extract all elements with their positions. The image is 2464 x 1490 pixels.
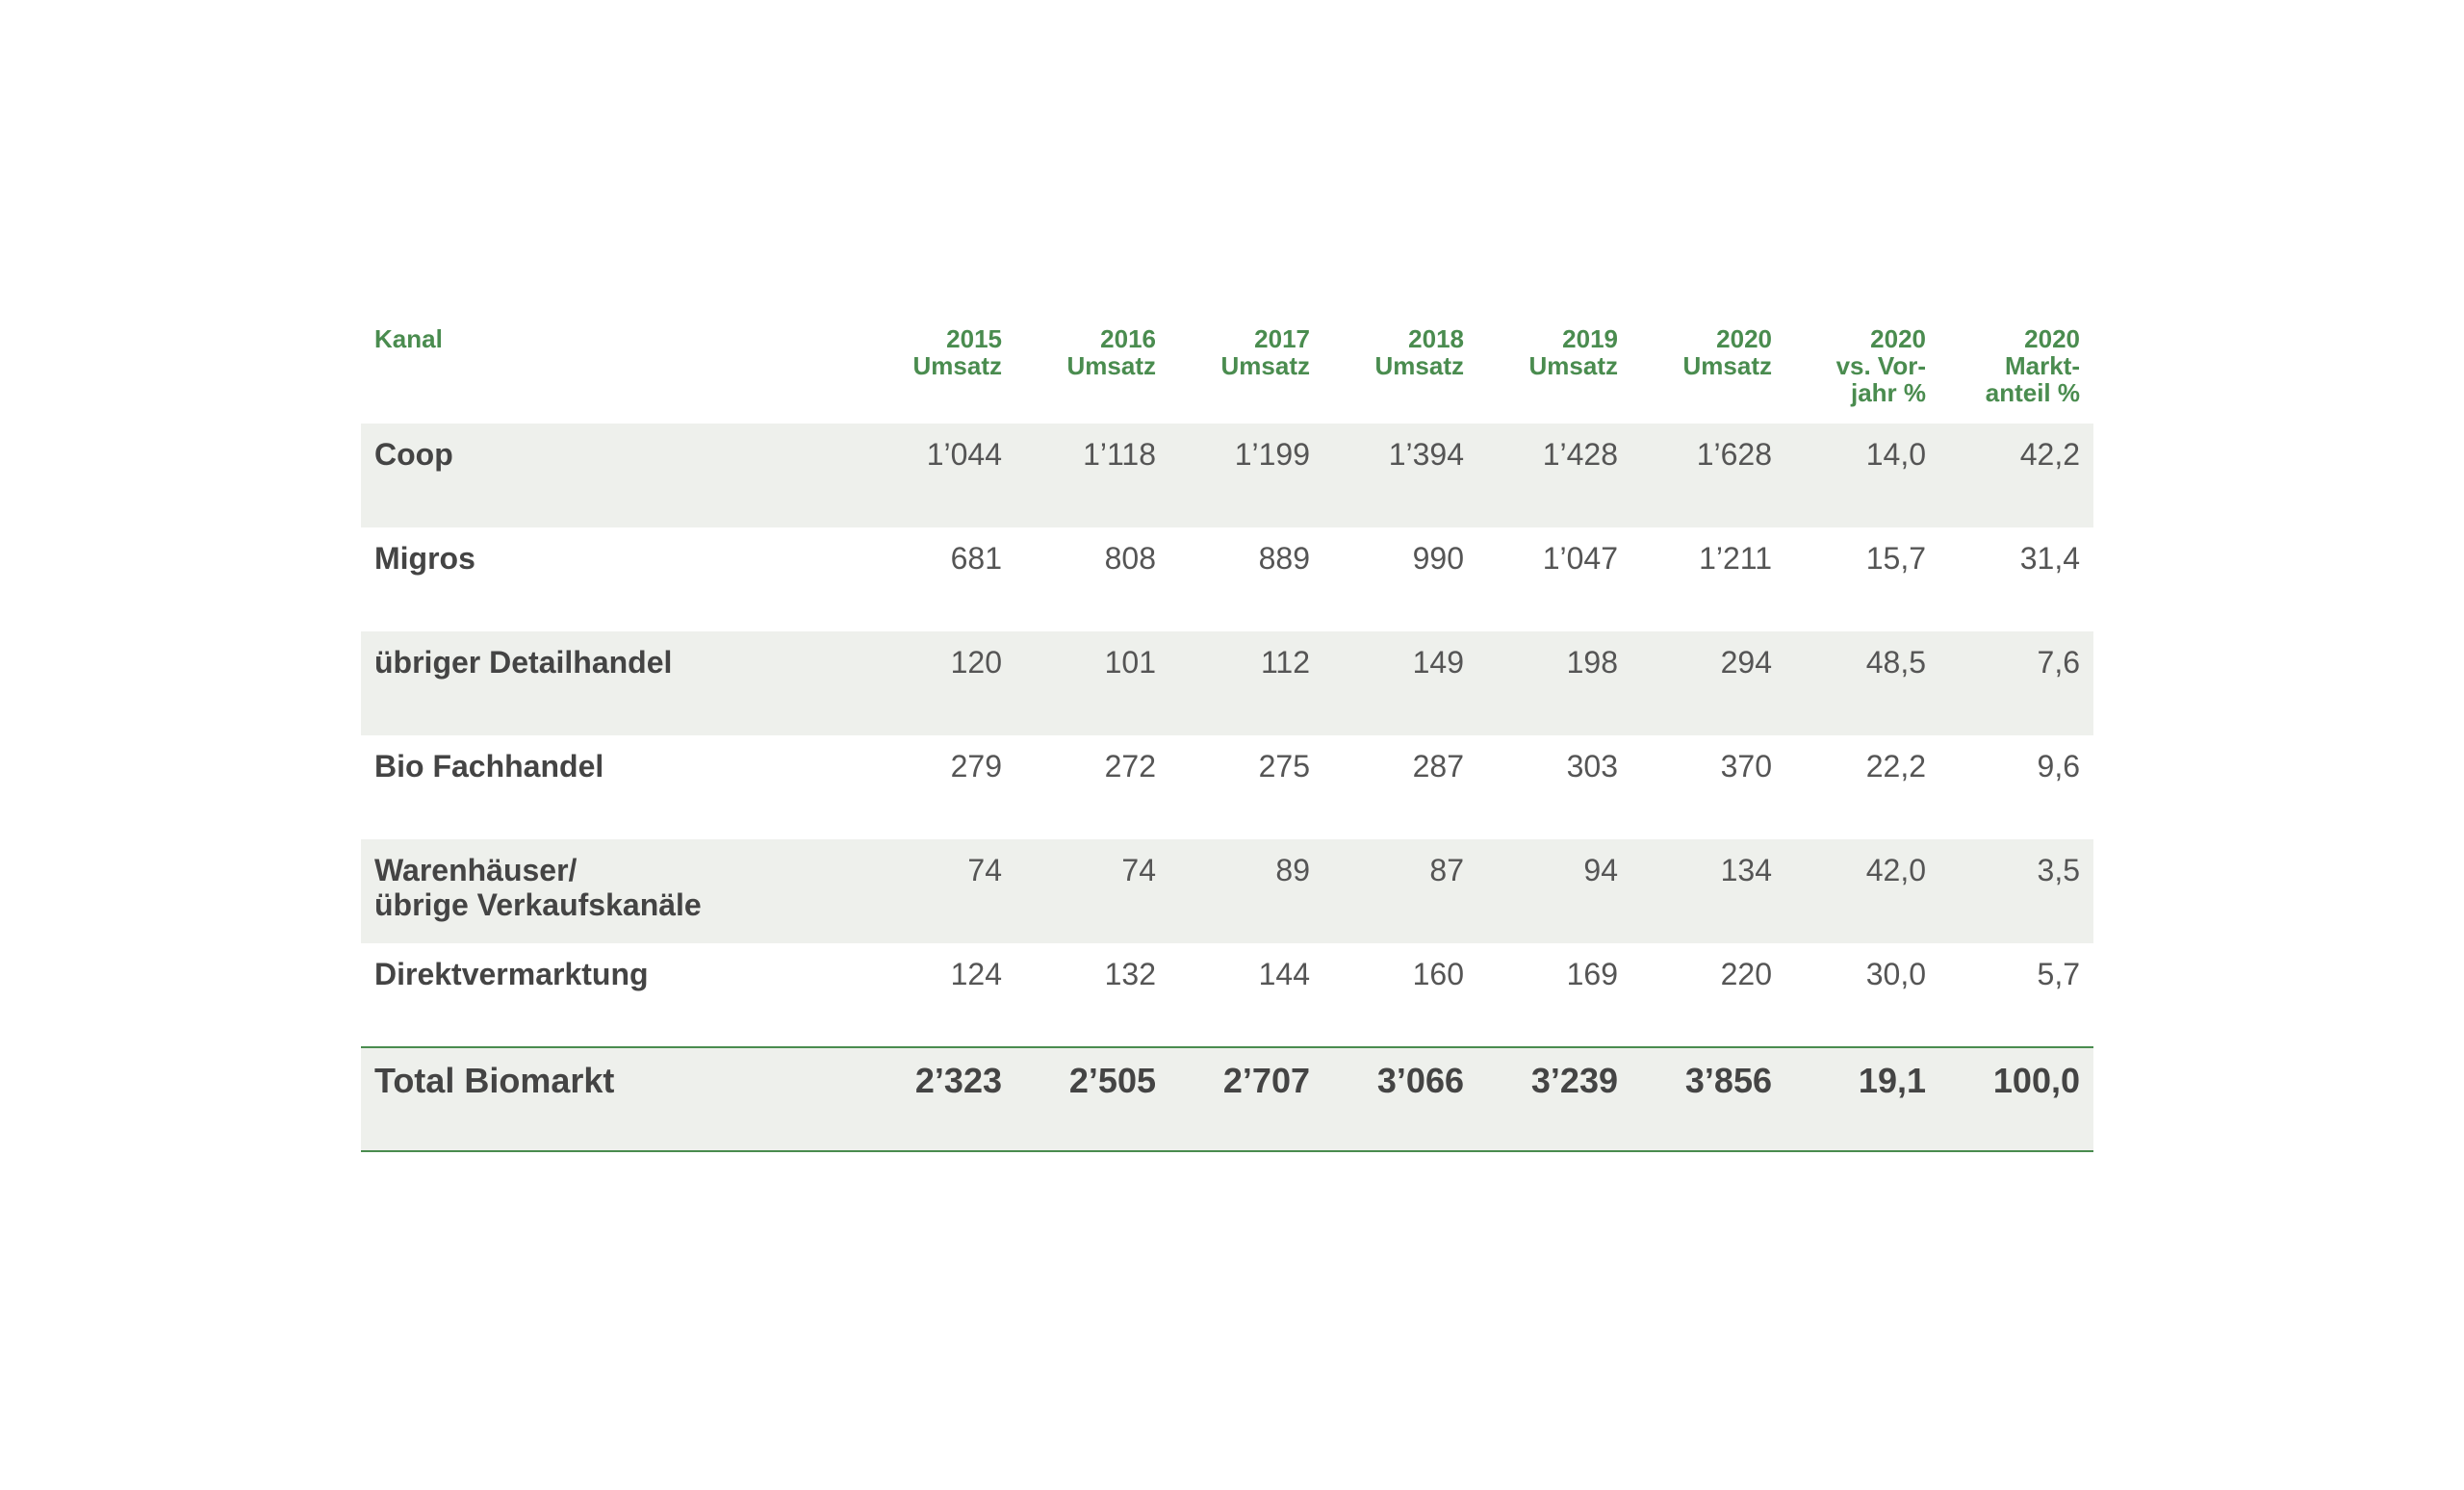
- cell-value: 198: [1477, 631, 1631, 735]
- cell-value: 22,2: [1865, 749, 1926, 784]
- total-value: 2’505: [1015, 1047, 1169, 1151]
- row-label: Migros: [374, 541, 475, 576]
- cell-value: 120: [861, 631, 1015, 735]
- cell-value: 1’199: [1169, 424, 1323, 527]
- cell-value: 15,7: [1865, 541, 1926, 576]
- cell-value: 149: [1323, 631, 1477, 735]
- table-row-migros: [361, 527, 2093, 631]
- header-col-2016-umsatz: 2016 Umsatz: [1066, 324, 1156, 380]
- cell-value: 42,2: [1939, 424, 2093, 527]
- cell-value: 1’044: [861, 424, 1015, 527]
- table-row-coop: [361, 424, 2093, 527]
- total-value: 3’239: [1477, 1047, 1631, 1151]
- cell-value: 275: [1258, 749, 1310, 784]
- row-label: übriger Detailhandel: [361, 631, 861, 735]
- total-value: 2’707: [1169, 1047, 1323, 1151]
- biomarkt-table: [361, 325, 2093, 1152]
- cell-value: 5,7: [2037, 957, 2080, 991]
- cell-value: 370: [1720, 749, 1772, 784]
- cell-value: 990: [1412, 541, 1464, 576]
- cell-value: 134: [1631, 839, 1785, 943]
- header-col-2019-umsatz: 2019 Umsatz: [1528, 324, 1618, 380]
- cell-value: 144: [1258, 957, 1310, 991]
- cell-value: 42,0: [1785, 839, 1939, 943]
- cell-value: 808: [1104, 541, 1156, 576]
- cell-value: 124: [950, 957, 1002, 991]
- cell-value: 87: [1323, 839, 1477, 943]
- header-kanal: Kanal: [374, 324, 443, 353]
- header-col-2020-marktanteil: 2020 Markt- anteil %: [1985, 324, 2080, 407]
- cell-value: 112: [1169, 631, 1323, 735]
- cell-value: 169: [1566, 957, 1618, 991]
- cell-value: 132: [1104, 957, 1156, 991]
- table-row-warenhaeuser: [361, 839, 2093, 943]
- table-header-row: [361, 325, 2093, 424]
- table-row-total: [361, 1047, 2093, 1151]
- header-col-2018-umsatz: 2018 Umsatz: [1374, 324, 1464, 380]
- table-row-direktvermarktung: [361, 943, 2093, 1047]
- row-label: Coop: [361, 424, 861, 527]
- total-value: 2’323: [861, 1047, 1015, 1151]
- cell-value: 294: [1631, 631, 1785, 735]
- total-value: 100,0: [1939, 1047, 2093, 1151]
- cell-value: 220: [1720, 957, 1772, 991]
- cell-value: 48,5: [1785, 631, 1939, 735]
- cell-value: 101: [1015, 631, 1169, 735]
- header-col-2017-umsatz: 2017 Umsatz: [1220, 324, 1310, 380]
- total-value: 19,1: [1785, 1047, 1939, 1151]
- header-col-2015-umsatz: 2015 Umsatz: [912, 324, 1002, 380]
- cell-value: 94: [1477, 839, 1631, 943]
- row-label: Warenhäuser/ übrige Verkaufskanäle: [361, 839, 861, 943]
- cell-value: 160: [1412, 957, 1464, 991]
- cell-value: 272: [1104, 749, 1156, 784]
- cell-value: 1’428: [1477, 424, 1631, 527]
- cell-value: 303: [1566, 749, 1618, 784]
- cell-value: 74: [861, 839, 1015, 943]
- cell-value: 7,6: [1939, 631, 2093, 735]
- row-label: Bio Fachhandel: [374, 749, 604, 784]
- cell-value: 3,5: [1939, 839, 2093, 943]
- header-col-2020-vs-vorjahr: 2020 vs. Vor- jahr %: [1835, 324, 1926, 407]
- cell-value: 889: [1258, 541, 1310, 576]
- cell-value: 279: [950, 749, 1002, 784]
- cell-value: 681: [950, 541, 1002, 576]
- cell-value: 31,4: [2019, 541, 2080, 576]
- total-value: 3’066: [1323, 1047, 1477, 1151]
- total-label: Total Biomarkt: [361, 1047, 861, 1151]
- table-row-uebriger-detailhandel: [361, 631, 2093, 735]
- cell-value: 287: [1412, 749, 1464, 784]
- row-label: Direktvermarktung: [374, 957, 649, 991]
- cell-value: 74: [1015, 839, 1169, 943]
- cell-value: 1’211: [1699, 541, 1772, 576]
- cell-value: 1’628: [1631, 424, 1785, 527]
- cell-value: 14,0: [1785, 424, 1939, 527]
- total-value: 3’856: [1631, 1047, 1785, 1151]
- cell-value: 1’047: [1542, 541, 1618, 576]
- biomarkt-table-container: [361, 325, 2093, 1152]
- cell-value: 30,0: [1865, 957, 1926, 991]
- table-row-bio-fachhandel: [361, 735, 2093, 839]
- cell-value: 89: [1169, 839, 1323, 943]
- cell-value: 1’118: [1015, 424, 1169, 527]
- cell-value: 1’394: [1323, 424, 1477, 527]
- header-col-2020-umsatz: 2020 Umsatz: [1682, 324, 1772, 380]
- cell-value: 9,6: [2037, 749, 2080, 784]
